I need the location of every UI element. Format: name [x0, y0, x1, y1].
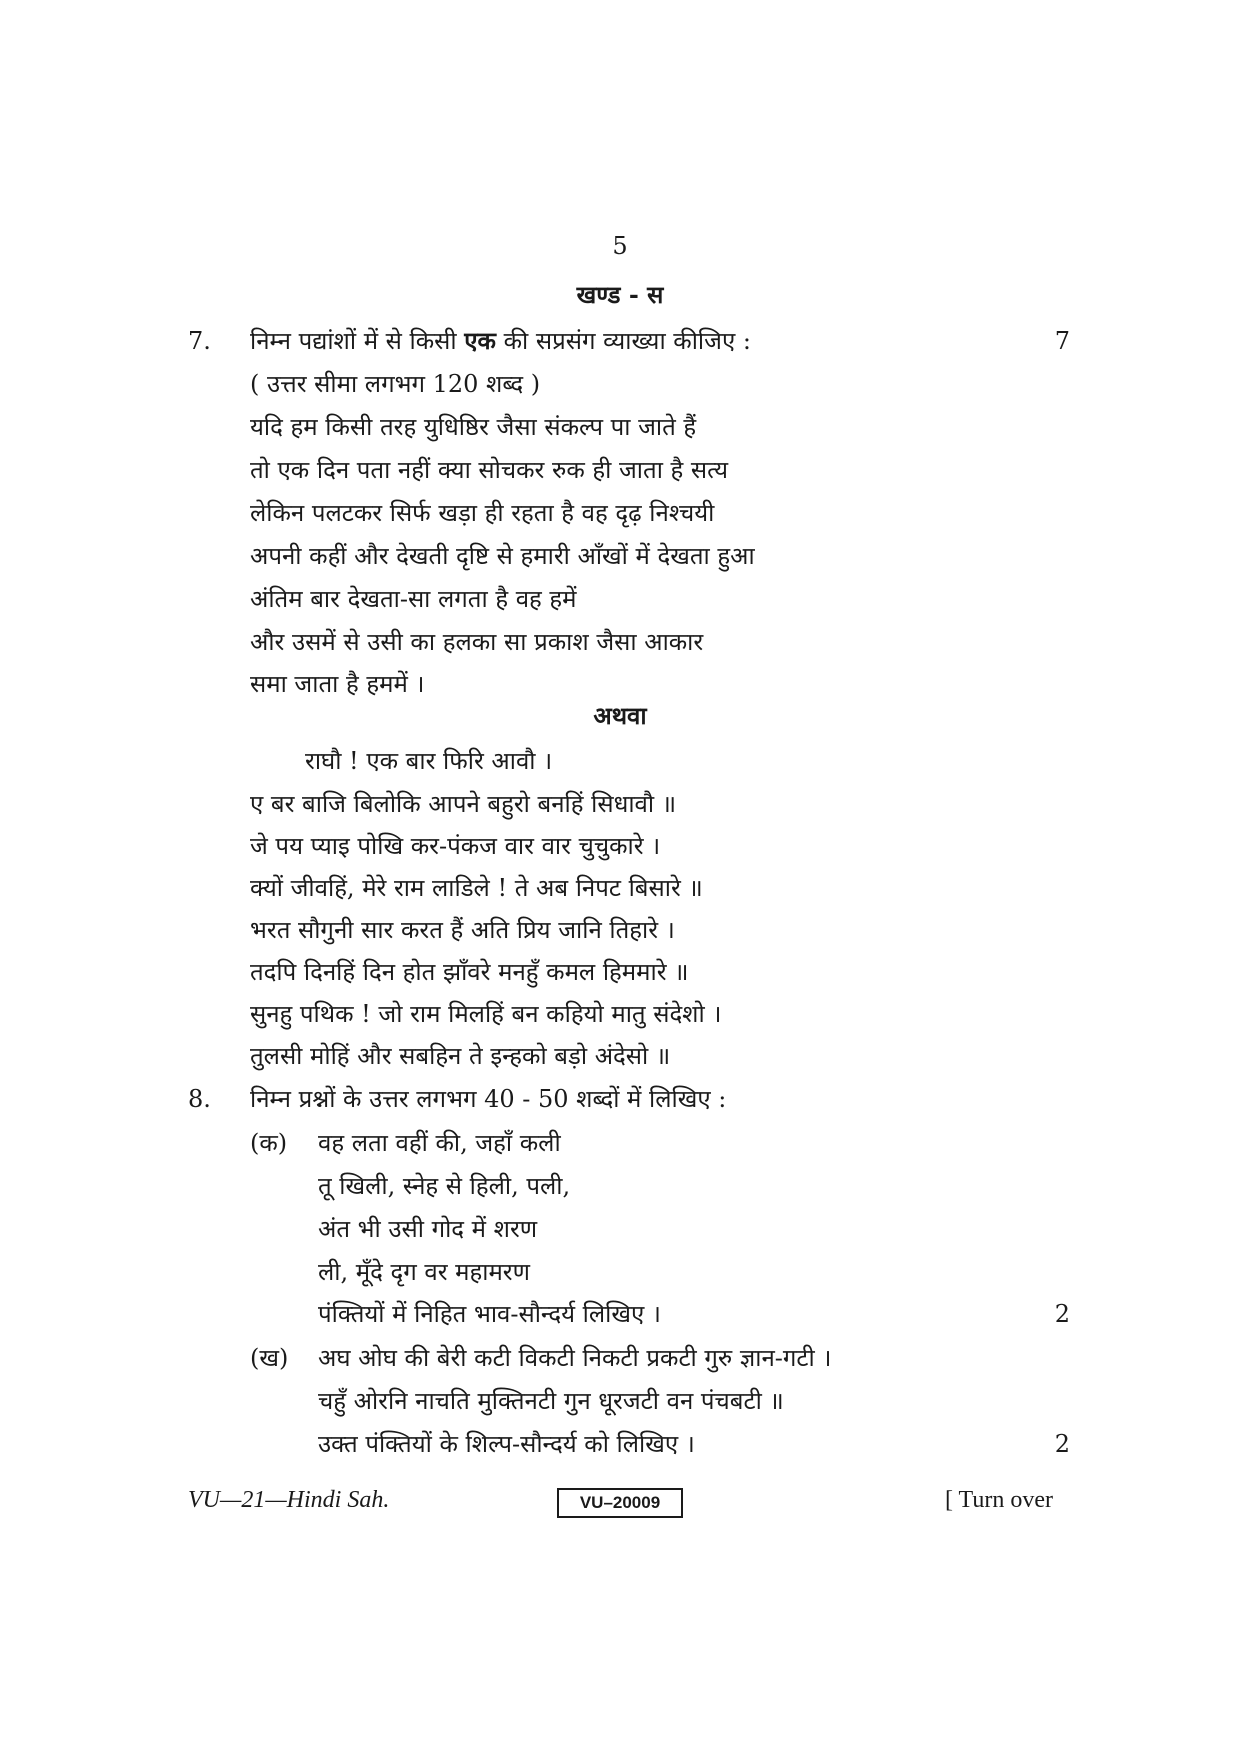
part-kha-marks: 2	[1054, 1430, 1070, 1458]
instruction-emphasis: एक	[464, 326, 496, 355]
poem-line: चहुँ ओरनि नाचति मुक्तिनटी गुन धूरजटी वन पंचबटी ॥	[318, 1387, 784, 1415]
question-7-number: 7.	[188, 327, 211, 355]
page-number: 5	[612, 232, 628, 260]
part-kha-question: उक्त पंक्तियों के शिल्प-सौन्दर्य को लिखिए ।	[318, 1430, 695, 1458]
footer-boxed-code: VU–20009	[557, 1488, 683, 1518]
poem-line: वह लता वहीं की, जहाँ कली	[318, 1129, 561, 1157]
poem-line: लेकिन पलटकर सिर्फ खड़ा ही रहता है वह दृढ़ निश्चयी	[250, 499, 715, 527]
part-kha-label: (ख)	[250, 1344, 289, 1372]
question-8-instruction: निम्न प्रश्नों के उत्तर लगभग 40 - 50 शब्दों में लिखिए :	[250, 1085, 727, 1113]
question-7-marks: 7	[1054, 327, 1070, 355]
answer-limit: ( उत्तर सीमा लगभग 120 शब्द )	[250, 370, 541, 398]
poem-line: जे पय प्याइ पोखि कर-पंकज वार वार चुचुकारे ।	[250, 832, 661, 860]
poem-line: ली, मूँदे दृग वर महामरण	[318, 1258, 530, 1286]
poem-line: सुनहु पथिक ! जो राम मिलहिं बन कहियो मातु संदेशो ।	[250, 1000, 722, 1028]
or-label: अथवा	[593, 701, 647, 730]
poem-line: अंत भी उसी गोद में शरण	[318, 1215, 538, 1243]
question-7-instruction	[250, 325, 751, 357]
turn-over-label: [ Turn over	[944, 1487, 1053, 1513]
poem-line: तदपि दिनहिं दिन होत झाँवरे मनहुँ कमल हिममारे ॥	[250, 958, 689, 986]
poem-line: यदि हम किसी तरह युधिष्ठिर जैसा संकल्प पा जाते हैं	[250, 413, 697, 441]
poem-line: तुलसी मोहिं और सबहिन ते इन्हको बड़ो अंदेसो ॥	[250, 1042, 671, 1070]
instruction-text-end: की सप्रसंग व्याख्या कीजिए :	[495, 327, 751, 355]
poem-line: समा जाता है हममें ।	[250, 670, 425, 698]
poem-line: अंतिम बार देखता-सा लगता है वह हमें	[250, 585, 577, 613]
poem-line: क्यों जीवहिं, मेरे राम लाडिले ! ते अब निपट बिसारे ॥	[250, 874, 703, 902]
poem-line: भरत सौगुनी सार करत हैं अति प्रिय जानि तिहारे ।	[250, 916, 675, 944]
poem-line: अघ ओघ की बेरी कटी विकटी निकटी प्रकटी गुरु ज्ञान-गटी ।	[318, 1344, 832, 1372]
section-title: खण्ड - स	[576, 280, 664, 309]
instruction-text: निम्न पद्यांशों में से किसी	[250, 327, 465, 355]
question-8-number: 8.	[188, 1085, 211, 1113]
part-ka-question: पंक्तियों में निहित भाव-सौन्दर्य लिखिए ।	[318, 1300, 661, 1328]
poem-line: राघौ ! एक बार फिरि आवौ ।	[305, 747, 553, 775]
poem-line: और उसमें से उसी का हलका सा प्रकाश जैसा आकार	[250, 628, 704, 656]
footer-paper-code: VU—21—Hindi Sah.	[188, 1487, 390, 1513]
poem-line: ए बर बाजि बिलोकि आपने बहुरो बनहिं सिधावौ ॥	[250, 790, 677, 818]
poem-line: तो एक दिन पता नहीं क्या सोचकर रुक ही जाता है सत्य	[250, 456, 729, 484]
part-ka-label: (क)	[250, 1129, 288, 1157]
poem-line: तू खिली, स्नेह से हिली, पली,	[318, 1172, 571, 1200]
poem-line: अपनी कहीं और देखती दृष्टि से हमारी आँखों में देखता हुआ	[250, 542, 755, 570]
part-ka-marks: 2	[1054, 1300, 1070, 1328]
